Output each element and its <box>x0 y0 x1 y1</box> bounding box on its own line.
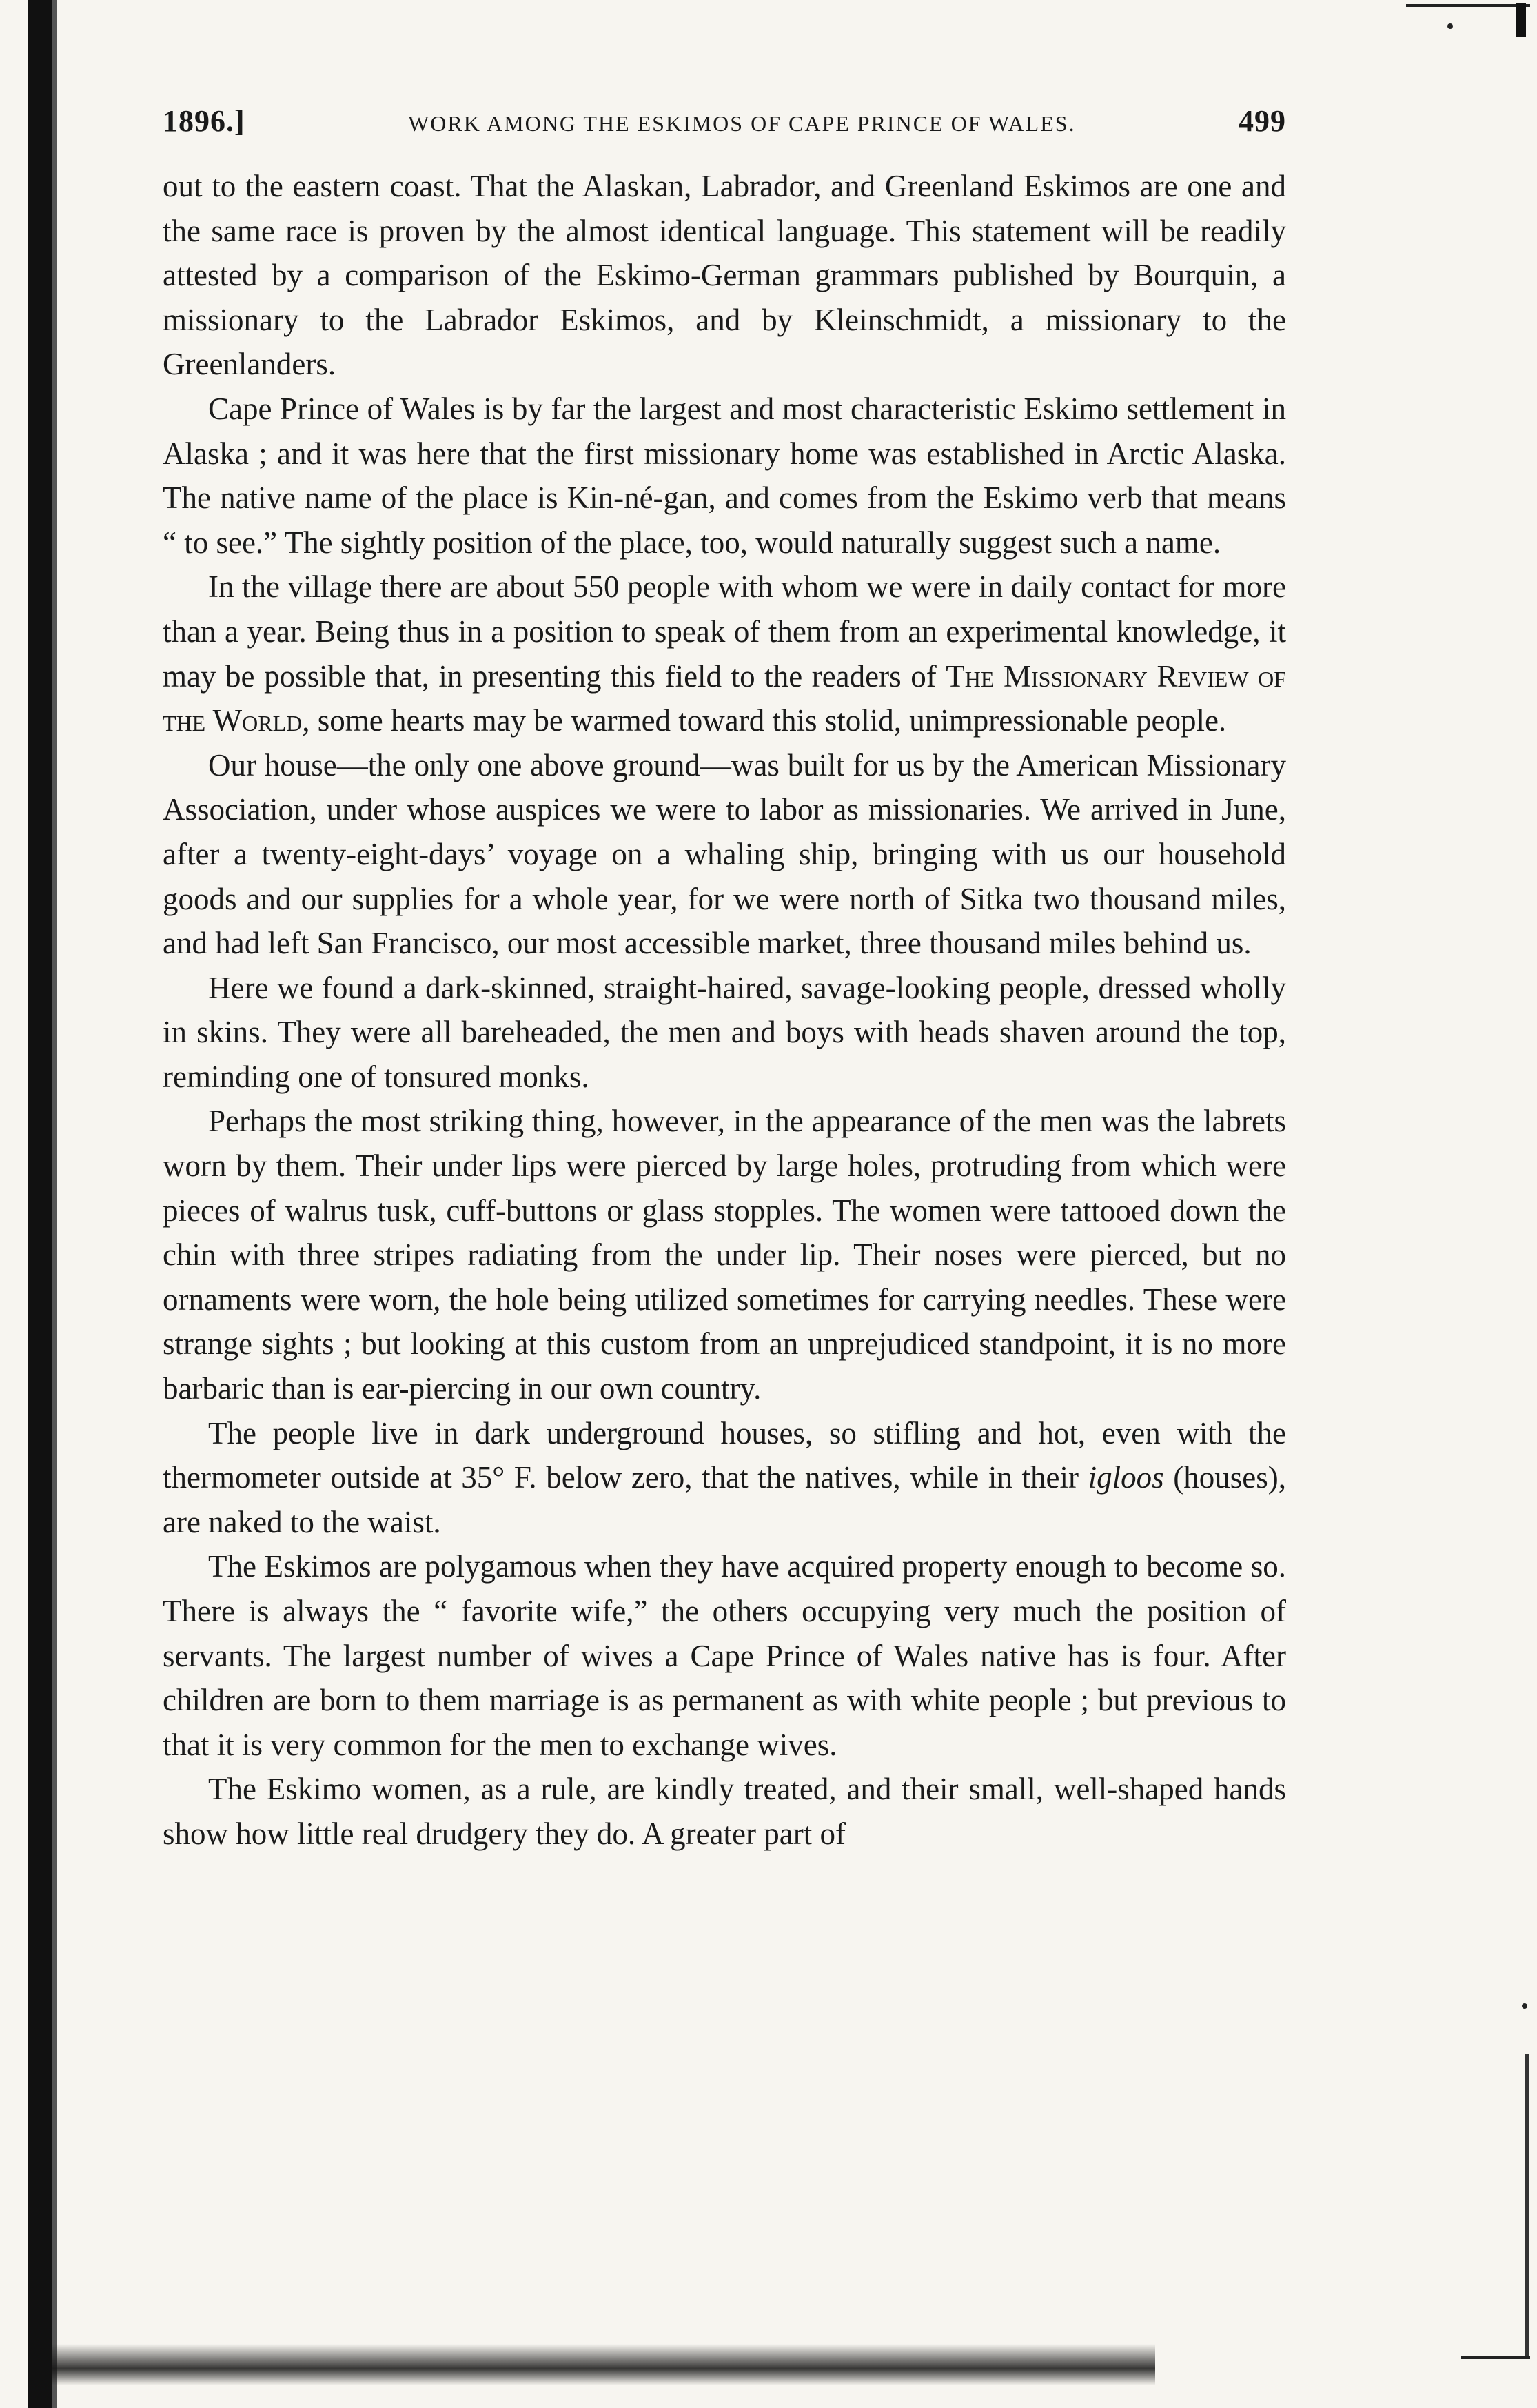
paragraph-8: The Eskimos are polygamous when they have acquired property enough to become so. There is always the “ favorite wife,” the others occupying very much the position of servants. The largest number of wives a Cape Prince of Wales native has is four. After children are born to them marriage is as permanent as with white people ; but previous to that it is very common for the men to exchange wives. <box>163 1549 1286 1762</box>
book-page <box>163 103 1286 1856</box>
paragraph-6: Perhaps the most striking thing, however, in the appearance of the men was the labrets worn by them. Their under lips were pierced by large holes, protruding from which were pieces of walrus tusk, cuff-buttons or glass stopples. The women were tattooed down the chin with three stripes radiating from the under lip. Their noses were pierced, but no ornaments were worn, the hole being utilized sometimes for carrying needles. These were strange sights ; but looking at this custom from an unprejudiced standpoint, it is no more barbaric than is ear-piercing in our own country. <box>163 1104 1286 1406</box>
book-binding-edge <box>28 0 52 2408</box>
scan-right-foot-mark <box>1461 2356 1530 2359</box>
running-header <box>163 103 1286 152</box>
paragraph-4: Our house—the only one above ground—was built for us by the American Missionary Association, under whose auspices we were to labor as missionaries. We arrived in June, after a twenty-eight-days’ voyage on a whaling ship, bringing with us our household goods and our supplies for a whole year, for we were north of Sitka two thousand miles, and had left San Francisco, our most accessible market, three thousand miles behind us. <box>163 747 1286 961</box>
paragraph-3-text-before: In the village there are about 550 people with whom we were in daily contact for more than a year. Being thus in a position to speak of them from an experimental knowledge, it may be possible that, in presenting this field to the readers of <box>163 569 1286 694</box>
paragraph-3-text-after: , some hearts may be warmed toward this stolid, unimpressionable people. <box>302 703 1227 738</box>
scan-top-mark <box>1516 3 1526 37</box>
paragraph-9: The Eskimo women, as a rule, are kindly treated, and their small, well-shaped hands show how little real drudgery they do. A greater part of <box>163 1772 1286 1851</box>
book-binding-shadow <box>52 0 57 2408</box>
body-text <box>163 164 1286 1856</box>
page-bottom-shadow <box>52 2344 1155 2385</box>
page-number: 499 <box>1239 104 1286 138</box>
journal-title: The Missionary Review of the World <box>163 658 1287 738</box>
paragraph-3 <box>163 565 1286 742</box>
scan-right-edge-mark <box>1525 2054 1529 2358</box>
header-title: WORK AMONG THE ESKIMOS OF CAPE PRINCE OF WALES. <box>408 111 1076 136</box>
scan-speck <box>1522 2003 1527 2009</box>
scan-speck <box>1447 23 1453 29</box>
paragraph-7-text-after: (houses), are naked to the waist. <box>163 1460 1286 1539</box>
paragraph-5: Here we found a dark-skinned, straight-haired, savage-looking people, dressed wholly in skins. They were all bareheaded, the men and boys with heads shaven around the top, reminding one of tonsured monks. <box>163 970 1286 1094</box>
header-year: 1896.] <box>163 104 245 138</box>
paragraph-7-text-before: The people live in dark underground houses, so stifling and hot, even with the thermometer outside at 35° F. below zero, that the natives, while in their <box>163 1415 1286 1495</box>
scan-top-rule <box>1406 4 1530 7</box>
paragraph-2: Cape Prince of Wales is by far the largest and most characteristic Eskimo settlement in Alaska ; and it was here that the first missionary home was established in Arctic Alaska. The native name of the place is Kin-né-gan, and comes from the Eskimo verb that means “ to see.” The sightly position of the place, too, would naturally suggest such a name. <box>163 391 1286 560</box>
italic-term: igloos <box>1088 1460 1164 1495</box>
paragraph-7 <box>163 1411 1286 1545</box>
paragraph-1: out to the eastern coast. That the Alaskan, Labrador, and Greenland Eskimos are one and the same race is proven by the almost identical language. This statement will be readily attested by a comparison of the Eskimo-German grammars published by Bourquin, a missionary to the Labrador Eskimos, and by Kleinschmidt, a missionary to the Greenlanders. <box>163 169 1286 382</box>
